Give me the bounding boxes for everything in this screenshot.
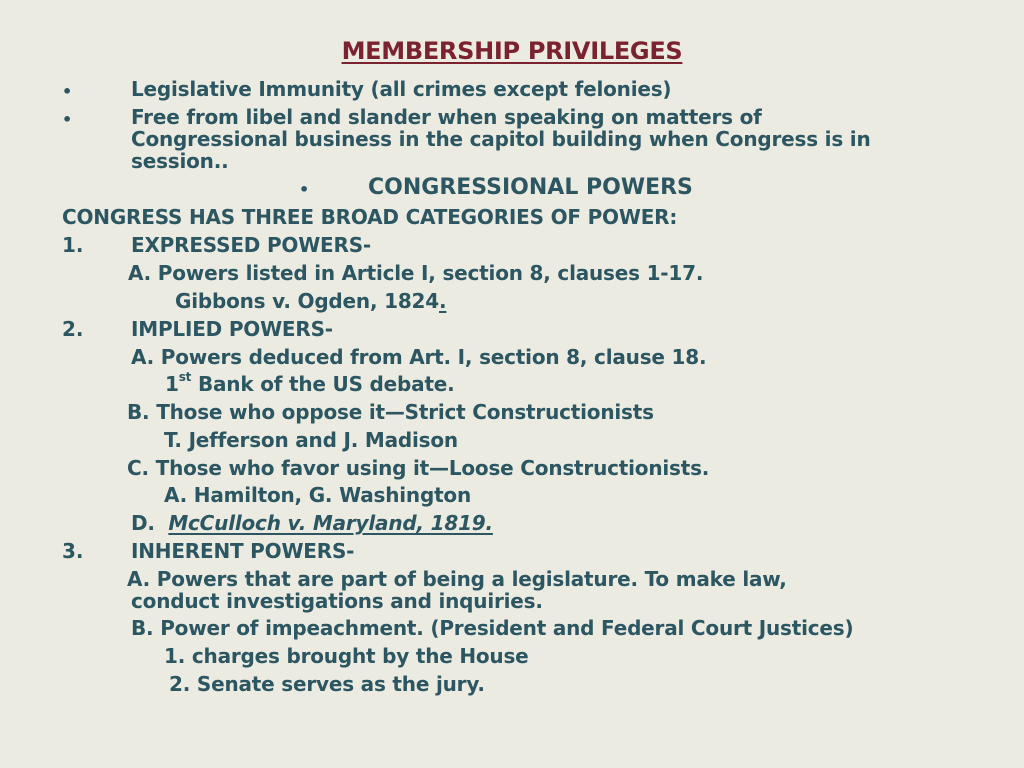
implied-a: A. Powers deduced from Art. I, section 8, clause 18. [131,345,707,369]
ordinal-suffix: st [178,370,192,385]
expressed-powers-label: EXPRESSED POWERS- [131,233,372,257]
item-letter: D. [131,511,169,535]
inherent-b-sub-2: 2. Senate serves as the jury. [169,672,485,696]
privilege-libel-line-3: session.. [131,149,229,173]
case-period: . [438,289,447,313]
bullet-icon: • [62,82,73,101]
implied-powers-label: IMPLIED POWERS- [131,317,333,341]
slide-title: MEMBERSHIP PRIVILEGES [341,37,683,65]
expressed-case [175,290,446,312]
inherent-a-line-1: A. Powers that are part of being a legislature. To make law, [127,567,787,591]
bullet-icon: • [299,180,310,199]
case-mcculloch: McCulloch v. Maryland, 1819. [168,511,493,535]
list-number: 1. [62,233,84,257]
list-number: 2. [62,317,84,341]
inherent-b: B. Power of impeachment. (President and Federal Court Justices) [131,616,854,640]
implied-b: B. Those who oppose it—Strict Constructionists [127,400,654,424]
privilege-libel-line-2: Congressional business in the capitol building when Congress is in [131,127,871,151]
implied-a-sub [165,370,455,396]
powers-intro: CONGRESS HAS THREE BROAD CATEGORIES OF POWER: [62,205,678,229]
expressed-a: A. Powers listed in Article I, section 8, clauses 1-17. [128,261,704,285]
case-gibbons: Gibbons v. Ogden, 1824 [175,289,439,313]
implied-c-sub: A. Hamilton, G. Washington [164,483,472,507]
privilege-immunity: Legislative Immunity (all crimes except felonies) [131,77,672,101]
ordinal-number: 1 [165,372,179,396]
bank-debate-text: Bank of the US debate. [191,372,455,396]
powers-heading: CONGRESSIONAL POWERS [368,175,693,200]
bullet-icon: • [62,110,73,129]
privilege-libel-line-1: Free from libel and slander when speaking on matters of [131,105,762,129]
inherent-powers-label: INHERENT POWERS- [131,539,355,563]
list-number: 3. [62,539,84,563]
implied-d [131,512,493,534]
implied-b-sub: T. Jefferson and J. Madison [164,428,458,452]
inherent-a-line-2: conduct investigations and inquiries. [131,589,543,613]
implied-c: C. Those who favor using it—Loose Constructionists. [127,456,710,480]
inherent-b-sub-1: 1. charges brought by the House [164,644,529,668]
